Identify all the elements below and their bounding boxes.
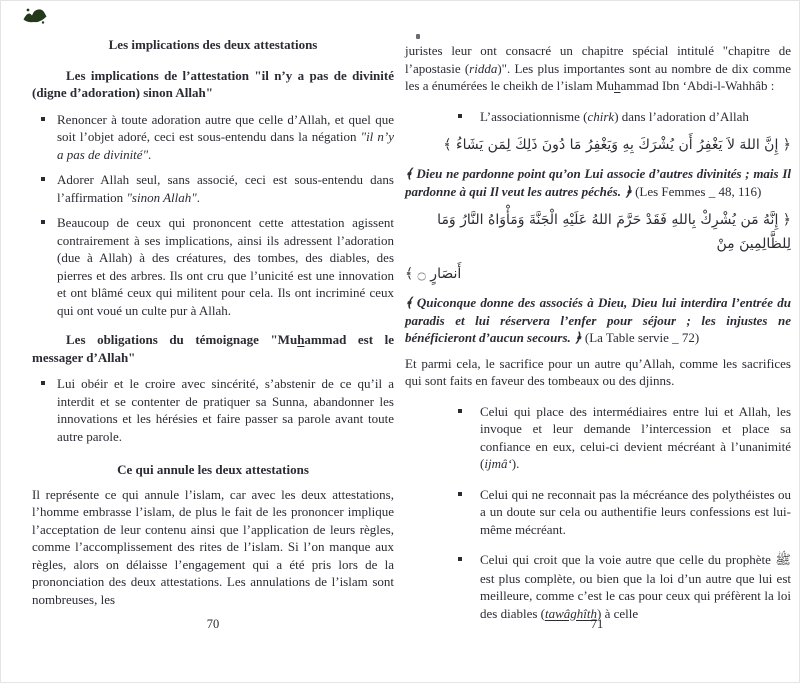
corner-calligraphy-mark: [22, 5, 48, 27]
right-page: [405, 42, 791, 630]
bullet-mecreance-polytheistes: Celui qui ne reconnait pas la mécréance des polythéistes ou a un doute sur cela ou authentifie leurs confessions est lui-même mécréant.: [405, 486, 791, 539]
paragraph-sacrifice: Et parmi cela, le sacrifice pour un autre qu’Allah, comme les sacrifices qui sont faits en faveur des tombeaux ou des djinns.: [405, 355, 791, 388]
quran-verse-arabic-maida-line1: ﴿ إِنَّهُ مَن يُشْرِكْ بِاللهِ فَقَدْ حَرَّمَ اللهُ عَلَيْهِ الْجَنَّةَ وَمَأْوَاهُ النَّارُ وَمَا لِلظَّالِمِينَ مِنْ: [437, 212, 791, 252]
heading-obligations-temoignage: Les obligations du témoignage "Muhammad est le messager d’Allah": [32, 332, 394, 365]
quran-verse-arabic-nisa: ﴿ إِنَّ اللهَ لاَ يَغْفِرُ أَن يُشْرَكَ بِهِ وَيَغْفِرُ مَا دُونَ ذَلِكَ لِمَن يَشَاءُ ﴾: [443, 137, 791, 153]
bullet-renoncer: Renoncer à toute adoration autre que celle d’Allah, et quel que soit l’objet adoré, ceci est sous-entendu dans la négation "il n’y a pas de divinité".: [32, 111, 394, 164]
bullet-beaucoup: Beaucoup de ceux qui prononcent cette attestation agissent contrairement à ses implications, ainsi ils adressent l’adoration (due à Allah) à des créatures, des tombes, des diables, des pierres et des arbres. Ils ont cru que l’unicité est une innovation et ont blâmé ceux qui militent pour cela. Ils ont incriminé ceux qui ont voué un culte pur à Allah.: [32, 214, 394, 319]
bullet-intermediaires: Celui qui place des intermédiaires entre lui et Allah, les invoque et leur demande l’intercession et place sa confiance en eux, celui-ci devient mécréant à l’unanimité (ijmâ‘).: [405, 403, 791, 473]
calligraphy-glyph: [22, 5, 48, 27]
bullet-voie-prophete: Celui qui croit que la voie autre que celle du prophète ﷺ est plus complète, ou bien que la loi d’un autre que lui est meilleure, comme c’est le cas pour ceux qui préfèrent la loi des diables (tawâghîth) à celle: [405, 551, 791, 622]
paragraph-annulations: Il représente ce qui annule l’islam, car avec les deux attestations, l’homme embrasse l’islam, de plus le fait de les prononcer implique l’acceptation de leur contenu ainsi que l’application de leurs règles, comme l’accomplissement des rites de l’islam. Si l’on manque aux règles, alors on délaisse l’engagement qui a été pris lors de la prononciation des deux attestations. Les annulations de l’islam sont nombreuses, les: [32, 486, 394, 607]
translation-les-femmes: ﴾ Dieu ne pardonne point qu’on Lui associe d’autres divinités ; mais Il pardonne à qui Il veut les autres péchés. ﴿ (Les Femmes _ 48, 116): [405, 166, 791, 199]
translation-la-table-servie: ﴾ Quiconque donne des associés à Dieu, Dieu lui interdira l’entrée du paradis et lui réservera l’enfer pour séjour ; les injustes ne bénéficieront d’aucun secours. ﴿ (La Table servie _ 72): [405, 295, 791, 345]
right-page-number: 71: [590, 617, 604, 631]
left-page: [32, 36, 394, 615]
quran-verse-arabic-maida-line2: أَنصَارٍ ۝ ﴾: [405, 266, 462, 282]
paragraph-juristes: juristes leur ont consacré un chapitre spécial intitulé "chapitre de l’apostasie (ridda)". Les plus importantes sont au nombre de dix comme les a énumérées le cheikh de l’islam Muhammad Ibn ‘Abdi-l-Wahhâb :: [405, 43, 792, 93]
bullet-adorer: Adorer Allah seul, sans associé, ceci est sous-entendu dans l’affirmation "sinon Allah".: [32, 171, 394, 206]
heading-annule-attestations: Ce qui annule les deux attestations: [117, 462, 309, 477]
bullet-obeir: Lui obéir et le croire avec sincérité, s’abstenir de ce qu’il a interdit et se contenter de pratiquer sa Sunna, abandonner les innovations et les hérésies et faire passer sa parole avant toute autre parole.: [32, 375, 394, 445]
left-page-number: 70: [206, 617, 220, 631]
heading-implications-deux-attestations: Les implications des deux attestations: [108, 37, 318, 52]
heading-implication-attestation: Les implications de l’attestation "il n’y a pas de divinité (digne d’adoration) sinon Allah": [32, 67, 394, 100]
bullet-associationnisme: L’associationnisme (chirk) dans l’adoration d’Allah: [405, 108, 791, 126]
scan-speck: [416, 34, 420, 39]
